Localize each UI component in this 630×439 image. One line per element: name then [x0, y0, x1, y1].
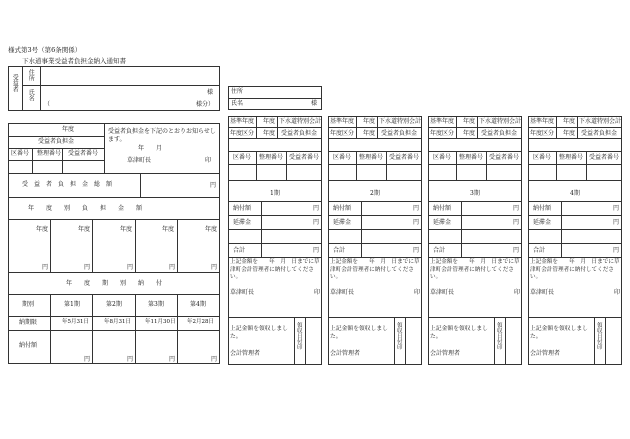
stub-pay-amount: 納付額: [233, 205, 252, 212]
stub-pay-notice: 上記金額を 年 月 日までに草津町会計管理者に納付してください。: [430, 259, 520, 281]
stub-seal: 印: [514, 289, 521, 296]
stub-header-beneficiary: 受益者番号: [389, 154, 420, 161]
due-date-1: 年5月31日: [62, 319, 89, 325]
year-cell-3: 年度: [120, 226, 133, 233]
stub-mayor: 草津町長: [330, 289, 355, 296]
stub-header-ward: 区番号: [533, 154, 552, 161]
stub-received: 上記金額を領収しました。: [330, 326, 388, 340]
period-3: 第3期: [148, 301, 164, 308]
year-cell-4: 年度: [162, 226, 175, 233]
stub-year: 年度: [263, 118, 276, 125]
year-yen-1: 円: [42, 264, 49, 271]
stub-pay-amount: 納付額: [533, 205, 552, 212]
stub-mayor: 草津町長: [430, 289, 455, 296]
stub-account: 下水道特別会計: [379, 118, 422, 125]
stub-total: 合計: [533, 247, 546, 254]
main-total-yen: 円: [210, 182, 217, 189]
stub-received: 上記金額を領収しました。: [230, 326, 288, 340]
stub-burden: 受益者負担金: [581, 130, 618, 137]
stub-received: 上記金額を領収しました。: [530, 326, 588, 340]
year-yen-5: 円: [211, 264, 218, 271]
stub-header-ward: 区番号: [233, 154, 252, 161]
amount-yen-4: 円: [211, 356, 218, 363]
amount-yen-2: 円: [127, 356, 134, 363]
stub-pay-notice: 上記金額を 年 月 日までに草津町会計管理者に納付してください。: [530, 259, 620, 281]
paren-open: （: [44, 101, 51, 108]
main-annual-label: 年 度 別 負 担 金 額: [28, 205, 143, 212]
main-fiscal-year: 年度: [62, 126, 75, 133]
year-yen-4: 円: [169, 264, 176, 271]
stub-header-ward: 区番号: [433, 154, 452, 161]
stub-period: 4期: [570, 190, 580, 197]
main-header-ward: 区番号: [11, 150, 30, 157]
stub-year-class: 年度区分: [230, 130, 255, 137]
stub-late-yen: 円: [613, 219, 620, 226]
period-4: 第4期: [190, 301, 206, 308]
main-total-label: 受 益 者 負 担 金 総 額: [22, 181, 113, 188]
stub-total-yen: 円: [613, 247, 620, 254]
name-label: 氏名: [27, 89, 35, 101]
stub-year: 年度: [363, 118, 376, 125]
stub-sama: 様: [311, 100, 318, 107]
main-date: 年 月: [138, 145, 163, 152]
form-number: 様式第3号（第6条関係）: [8, 46, 82, 54]
stub-stamp: 領収日付印: [395, 322, 402, 350]
stub-year-2: 年度: [563, 130, 576, 137]
stub-mayor: 草津町長: [230, 289, 255, 296]
amount-label: 納付額: [19, 342, 38, 349]
stub-base-year: 基準年度: [530, 118, 555, 125]
stub-total-yen: 円: [313, 247, 320, 254]
stub-mayor: 草津町長: [530, 289, 555, 296]
stub-pay-yen: 円: [413, 205, 420, 212]
stub-period: 1期: [270, 190, 280, 197]
period-label: 期別: [22, 301, 35, 308]
receipt-stub-3: [428, 116, 522, 365]
stub-base-year: 基準年度: [230, 118, 255, 125]
stub-stamp: 領収日付印: [495, 322, 502, 350]
installments-label: 年 度 期 別 納 付: [66, 280, 163, 287]
stub-header-ref: 整理番号: [559, 154, 584, 161]
stub-stamp: 領収日付印: [595, 322, 602, 350]
stub-total-yen: 円: [513, 247, 520, 254]
stub-late-fee: 延滞金: [233, 219, 252, 226]
main-notice-text: 受益者負担金を下記のとおりお知らせします。: [108, 128, 216, 144]
paren-close: 様分）: [196, 101, 215, 108]
stub-period: 3期: [470, 190, 480, 197]
year-cell-2: 年度: [78, 226, 91, 233]
stub-treasurer: 会計管理者: [330, 350, 361, 357]
main-header-beneficiary: 受益者番号: [68, 150, 99, 157]
address-label: 住所: [27, 69, 35, 81]
amount-yen-3: 円: [169, 356, 176, 363]
stub-total: 合計: [333, 247, 346, 254]
stub-late-fee: 延滞金: [433, 219, 452, 226]
stub-year: 年度: [563, 118, 576, 125]
period-1: 第1期: [64, 301, 80, 308]
stub-late-yen: 円: [513, 219, 520, 226]
stub-pay-yen: 円: [513, 205, 520, 212]
stub-burden: 受益者負担金: [481, 130, 518, 137]
main-header-ref: 整理番号: [37, 150, 62, 157]
stub-year: 年度: [463, 118, 476, 125]
stub-period: 2期: [370, 190, 380, 197]
receipt-stub-1: [228, 116, 322, 365]
stub-late-yen: 円: [413, 219, 420, 226]
receipt-stub-2: [328, 116, 422, 365]
main-burden-label: 受益者負担金: [38, 138, 75, 145]
stub-year-2: 年度: [363, 130, 376, 137]
stub-header-ref: 整理番号: [359, 154, 384, 161]
stub-header-beneficiary: 受益者番号: [489, 154, 520, 161]
year-cell-1: 年度: [36, 226, 49, 233]
stub-pay-amount: 納付額: [333, 205, 352, 212]
stub-pay-yen: 円: [613, 205, 620, 212]
due-date-3: 年11月30日: [145, 319, 176, 325]
stub-base-year: 基準年度: [430, 118, 455, 125]
stub-pay-notice: 上記金額を 年 月 日までに草津町会計管理者に納付してください。: [230, 259, 320, 281]
stub-pay-notice: 上記金額を 年 月 日までに草津町会計管理者に納付してください。: [330, 259, 420, 281]
stub-header-ward: 区番号: [333, 154, 352, 161]
stub-treasurer: 会計管理者: [530, 350, 561, 357]
year-cell-5: 年度: [205, 226, 218, 233]
stub-year-class: 年度区分: [430, 130, 455, 137]
stub-account: 下水道特別会計: [279, 118, 322, 125]
receipt-stub-4: [528, 116, 622, 365]
stub-year-class: 年度区分: [330, 130, 355, 137]
stub-stamp: 領収日付印: [295, 322, 302, 350]
amount-yen-1: 円: [84, 356, 91, 363]
stub-year-2: 年度: [463, 130, 476, 137]
stub-total-yen: 円: [413, 247, 420, 254]
stub-account: 下水道特別会計: [479, 118, 522, 125]
stub-base-year: 基準年度: [330, 118, 355, 125]
main-mayor: 草津町長: [127, 157, 152, 164]
stub-treasurer: 会計管理者: [230, 350, 261, 357]
stub-total: 合計: [233, 247, 246, 254]
stub-late-fee: 延滞金: [333, 219, 352, 226]
stub-total: 合計: [433, 247, 446, 254]
stub-pay-yen: 円: [313, 205, 320, 212]
stub-header-beneficiary: 受益者番号: [289, 154, 320, 161]
stub-seal: 印: [314, 289, 321, 296]
stub-seal: 印: [614, 289, 621, 296]
due-date-4: 年2月28日: [187, 319, 214, 325]
year-yen-3: 円: [127, 264, 134, 271]
addressee-label: 受益者: [11, 74, 19, 92]
stub-account: 下水道特別会計: [579, 118, 622, 125]
stub-header-ref: 整理番号: [459, 154, 484, 161]
stub-late-yen: 円: [313, 219, 320, 226]
stub-header-ref: 整理番号: [259, 154, 284, 161]
period-2: 第2期: [106, 301, 122, 308]
stub-received: 上記金額を領収しました。: [430, 326, 488, 340]
main-seal: 印: [205, 157, 212, 164]
stub-address-label: 住所: [231, 88, 244, 95]
year-yen-2: 円: [84, 264, 91, 271]
stub-year-2: 年度: [263, 130, 276, 137]
stub-pay-amount: 納付額: [433, 205, 452, 212]
due-date-2: 年8月31日: [104, 319, 131, 325]
due-label: 納期限: [19, 319, 38, 326]
stub-year-class: 年度区分: [530, 130, 555, 137]
sama-label: 様: [207, 89, 214, 96]
stub-name-label: 氏名: [231, 100, 244, 107]
stub-late-fee: 延滞金: [533, 219, 552, 226]
stub-header-beneficiary: 受益者番号: [589, 154, 620, 161]
stub-burden: 受益者負担金: [281, 130, 318, 137]
stub-treasurer: 会計管理者: [430, 350, 461, 357]
stub-burden: 受益者負担金: [381, 130, 418, 137]
form-title: 下水道事業受益者負担金納入通知書: [22, 57, 126, 65]
stub-seal: 印: [414, 289, 421, 296]
